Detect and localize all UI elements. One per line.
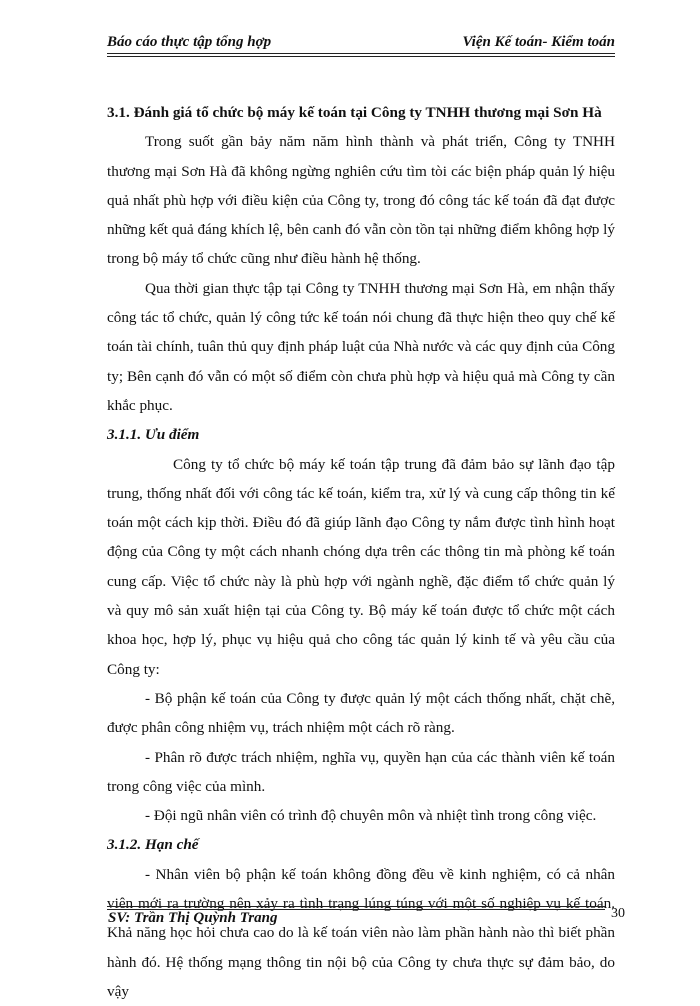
bullet-advantage-2: - Phân rõ được trách nhiệm, nghĩa vụ, quyền hạn của các thành viên kế toán trong công việc của mình. (107, 748, 615, 795)
footer-student-name: SV: Trần Thị Quỳnh Trang (108, 910, 278, 926)
page-body (107, 98, 615, 1006)
subheading-advantages: 3.1.1. Ưu điểm (107, 426, 200, 444)
page-header (107, 30, 615, 54)
header-divider-thin (107, 56, 615, 57)
section-title: 3.1. Đánh giá tổ chức bộ máy kế toán tại Công ty TNHH thương mại Sơn Hà (107, 104, 602, 121)
paragraph-observation: Qua thời gian thực tập tại Công ty TNHH thương mại Sơn Hà, em nhận thấy công tác tổ chức, quản lý công tức kế toán nói chung đã thực hiện theo quy chế kế toán tài chính, tuân thủ quy định pháp luật của Nhà nước và các quy định của Công ty; Bên cạnh đó vẫn có một số điểm còn chưa phù hợp và hiệu quả mà Công ty cần khắc phục. (107, 279, 615, 414)
page-number: 30 (611, 906, 625, 921)
footer-divider (107, 906, 605, 907)
paragraph-intro: Trong suốt gần bảy năm năm hình thành và phát triển, Công ty TNHH thương mại Sơn Hà đã không ngừng nghiên cứu tìm tòi các biện pháp quản lý hiệu quả nhất phù hợp với điều kiện của Công ty, trong đó công tác kế toán đã đạt được những kết quả đáng khích lệ, bên canh đó vẫn còn tồn tại những điểm không hợp lý trong bộ máy tổ chức cũng như điều hành hệ thống. (107, 133, 615, 268)
paragraph-limitations: - Nhân viên bộ phận kế toán không đồng đều về kinh nghiệm, có cả nhân viên mới ra trường nên xảy ra tình trạng lúng túng với một số nghiệp vụ kế toán. Khả năng học hỏi chưa cao do là kế toán viên nào làm phần hành nào thì biết phần hành đó. Hệ thống mạng thông tin nội bộ của Công ty chưa thực sự đảm bảo, do vậy (107, 865, 615, 1000)
bullet-advantage-1: - Bộ phận kế toán của Công ty được quản lý một cách thống nhất, chặt chẽ, được phân công nhiệm vụ, trách nhiệm một cách rõ ràng. (107, 689, 615, 737)
subheading-limitations: 3.1.2. Hạn chế (107, 836, 199, 854)
header-institute: Viện Kế toán- Kiểm toán (462, 34, 615, 50)
header-divider (107, 53, 615, 54)
bullet-advantage-3: - Đội ngũ nhân viên có trình độ chuyên môn và nhiệt tình trong công việc. (145, 807, 597, 825)
paragraph-advantages: Công ty tổ chức bộ máy kế toán tập trung đã đảm bảo sự lãnh đạo tập trung, thống nhất đối với công tác kế toán, kiểm tra, xử lý và cung cấp thông tin kế toán một cách kịp thời. Điều đó đã giúp lãnh đạo Công ty nắm được tình hình hoạt động của Công ty một cách nhanh chóng dựa trên các thông tin mà phòng kế toán cung cấp. Việc tổ chức này là phù hợp với ngành nghề, đặc điểm tổ chức quản lý và quy mô sản xuất hiện tại của Công ty. Bộ máy kế toán được tổ chức một cách khoa học, hợp lý, phục vụ hiệu quả cho công tác quản lý kinh tế và yêu cầu của Công ty: (107, 455, 615, 678)
header-report-title: Báo cáo thực tập tổng hợp (107, 34, 272, 50)
